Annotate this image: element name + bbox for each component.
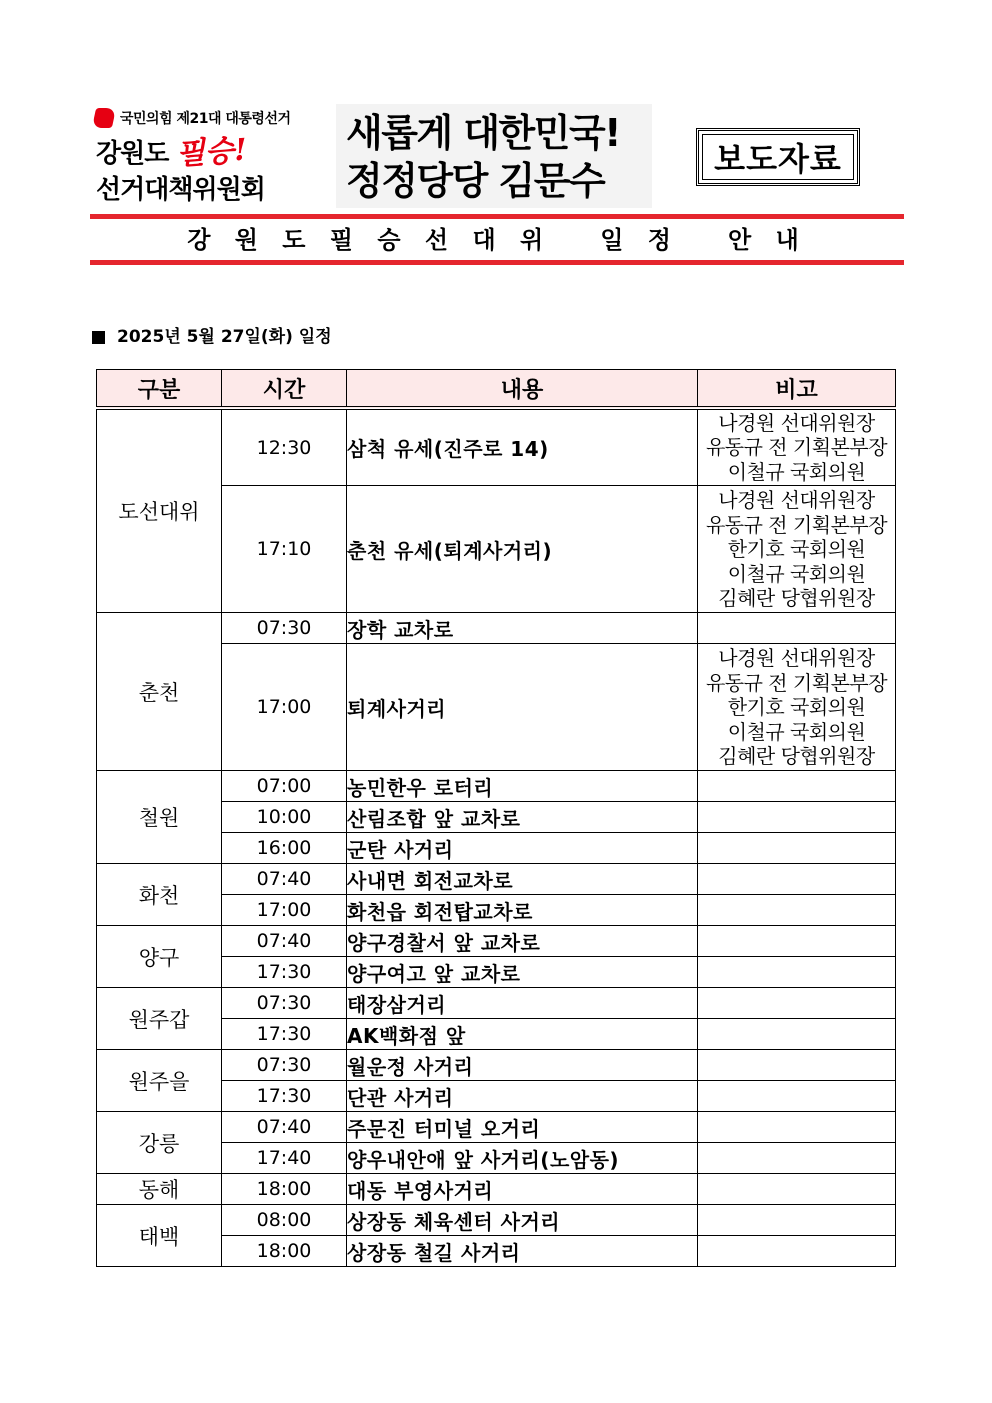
note-line: 이철규 국회의원 — [727, 719, 866, 744]
slogan-red: 필승! — [175, 132, 249, 173]
time-cell: 07:30 — [222, 988, 347, 1019]
time-cell: 12:30 — [222, 408, 347, 486]
content-cell: 양구여고 앞 교차로 — [347, 957, 698, 988]
content-cell: 춘천 유세(퇴계사거리) — [347, 486, 698, 613]
banner-line-2: 정정당당 김문수 — [346, 159, 605, 203]
content-cell: 상장동 체육센터 사거리 — [347, 1205, 698, 1236]
time-cell: 07:00 — [222, 771, 347, 802]
table-row — [97, 1174, 896, 1205]
content-cell: 대동 부영사거리 — [347, 1174, 698, 1205]
content-cell: 군탄 사거리 — [347, 833, 698, 864]
date-heading — [90, 324, 332, 350]
table-row — [97, 1050, 896, 1081]
note-line: 유동규 전 기획본부장 — [705, 670, 888, 695]
group-cell: 춘천 — [97, 613, 222, 771]
schedule-table — [96, 369, 896, 1267]
time-cell: 17:40 — [222, 1143, 347, 1174]
table-row — [97, 864, 896, 895]
note-cell — [698, 644, 896, 771]
party-emblem-icon — [92, 108, 116, 128]
content-cell: 월운정 사거리 — [347, 1050, 698, 1081]
time-cell: 08:00 — [222, 1205, 347, 1236]
title-rule-top — [90, 214, 904, 219]
note-cell — [698, 486, 896, 613]
time-cell: 18:00 — [222, 1174, 347, 1205]
schedule-body — [97, 408, 896, 1267]
time-cell: 16:00 — [222, 833, 347, 864]
slogan-banner — [336, 104, 652, 208]
content-cell: 주문진 터미널 오거리 — [347, 1112, 698, 1143]
table-row — [97, 613, 896, 644]
table-row — [97, 1205, 896, 1236]
table-row — [97, 926, 896, 957]
time-cell: 17:00 — [222, 895, 347, 926]
note-line: 한기호 국회의원 — [727, 695, 866, 720]
campaign-logo — [94, 106, 334, 206]
time-cell: 17:30 — [222, 1019, 347, 1050]
note-cell — [698, 613, 896, 644]
table-row — [97, 408, 896, 486]
party-line: 국민의힘 제21대 대통령선거 — [120, 111, 291, 127]
group-cell: 동해 — [97, 1174, 222, 1205]
time-cell: 07:30 — [222, 1050, 347, 1081]
title-rule-bottom — [90, 260, 904, 265]
note-cell — [698, 833, 896, 864]
press-release-badge — [696, 128, 860, 186]
note-cell — [698, 988, 896, 1019]
time-cell: 17:00 — [222, 644, 347, 771]
content-cell: AK백화점 앞 — [347, 1019, 698, 1050]
content-cell: 양구경찰서 앞 교차로 — [347, 926, 698, 957]
table-row — [97, 988, 896, 1019]
content-cell: 농민한우 로터리 — [347, 771, 698, 802]
region-row — [96, 132, 249, 173]
column-header: 내용 — [347, 370, 698, 409]
note-cell — [698, 1205, 896, 1236]
content-cell: 사내면 회전교차로 — [347, 864, 698, 895]
group-cell: 양구 — [97, 926, 222, 988]
date-text: 2025년 5월 27일(화) 일정 — [117, 327, 332, 347]
note-cell — [698, 1143, 896, 1174]
note-cell — [698, 864, 896, 895]
party-row — [94, 106, 291, 130]
note-cell — [698, 1174, 896, 1205]
note-cell — [698, 926, 896, 957]
press-release-label: 보도자료 — [714, 140, 842, 178]
content-cell: 단관 사거리 — [347, 1081, 698, 1112]
note-cell — [698, 771, 896, 802]
content-cell: 삼척 유세(진주로 14) — [347, 408, 698, 486]
note-line: 한기호 국회의원 — [727, 537, 866, 562]
table-header-row — [97, 370, 896, 409]
group-cell: 화천 — [97, 864, 222, 926]
note-cell — [698, 957, 896, 988]
note-line: 김혜란 당협위원장 — [718, 744, 875, 769]
group-cell: 도선대위 — [97, 408, 222, 613]
committee-name: 선거대책위원회 — [96, 175, 265, 205]
banner-line-1: 새롭게 대한민국! — [346, 111, 621, 155]
time-cell: 07:40 — [222, 926, 347, 957]
time-cell: 10:00 — [222, 802, 347, 833]
note-line: 나경원 선대위원장 — [718, 410, 875, 435]
document-title: 강 원 도 필 승 선 대 위 일 정 안 내 — [187, 226, 807, 254]
note-cell — [698, 1050, 896, 1081]
note-cell — [698, 802, 896, 833]
note-cell — [698, 1236, 896, 1267]
group-cell: 원주을 — [97, 1050, 222, 1112]
group-cell: 강릉 — [97, 1112, 222, 1174]
note-cell — [698, 1081, 896, 1112]
column-header: 비고 — [698, 370, 896, 409]
column-header: 시간 — [222, 370, 347, 409]
group-cell: 원주갑 — [97, 988, 222, 1050]
group-cell: 철원 — [97, 771, 222, 864]
time-cell: 18:00 — [222, 1236, 347, 1267]
note-cell — [698, 1112, 896, 1143]
square-bullet-icon — [92, 331, 105, 344]
note-line: 이철규 국회의원 — [727, 459, 866, 484]
note-line: 나경원 선대위원장 — [718, 488, 875, 513]
note-line: 나경원 선대위원장 — [718, 646, 875, 671]
time-cell: 17:30 — [222, 957, 347, 988]
time-cell: 07:40 — [222, 864, 347, 895]
group-cell: 태백 — [97, 1205, 222, 1267]
note-line: 이철규 국회의원 — [727, 561, 866, 586]
note-line: 유동규 전 기획본부장 — [705, 512, 888, 537]
note-cell — [698, 1019, 896, 1050]
content-cell: 장학 교차로 — [347, 613, 698, 644]
note-cell — [698, 408, 896, 486]
region-name: 강원도 — [96, 139, 169, 169]
column-header: 구분 — [97, 370, 222, 409]
note-line: 김혜란 당협위원장 — [718, 586, 875, 611]
time-cell: 17:30 — [222, 1081, 347, 1112]
note-line: 유동규 전 기획본부장 — [705, 435, 888, 460]
table-row — [97, 1112, 896, 1143]
time-cell: 17:10 — [222, 486, 347, 613]
time-cell: 07:40 — [222, 1112, 347, 1143]
content-cell: 산림조합 앞 교차로 — [347, 802, 698, 833]
content-cell: 태장삼거리 — [347, 988, 698, 1019]
note-cell — [698, 895, 896, 926]
content-cell: 상장동 철길 사거리 — [347, 1236, 698, 1267]
content-cell: 화천읍 회전탑교차로 — [347, 895, 698, 926]
content-cell: 양우내안애 앞 사거리(노암동) — [347, 1143, 698, 1174]
time-cell: 07:30 — [222, 613, 347, 644]
table-row — [97, 771, 896, 802]
content-cell: 퇴계사거리 — [347, 644, 698, 771]
